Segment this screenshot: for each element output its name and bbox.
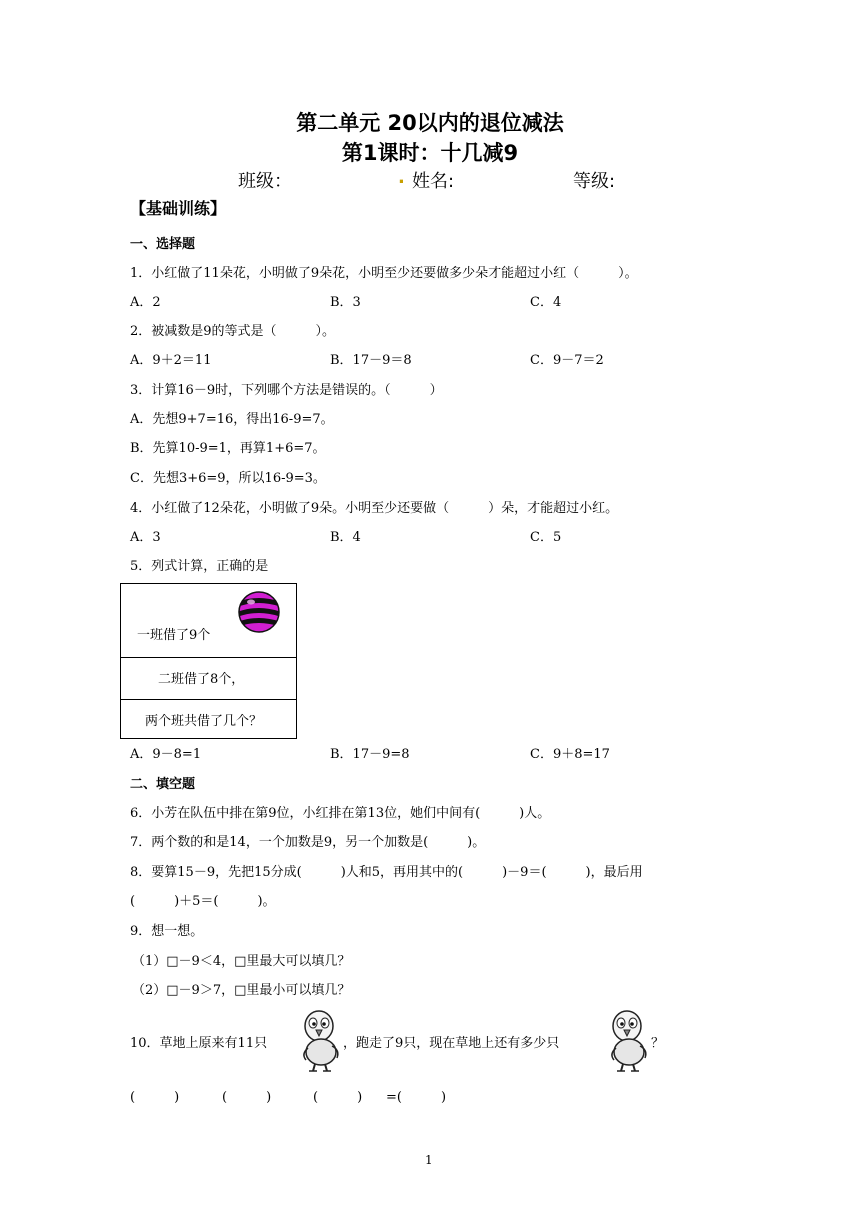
q10-blank-4: =( )	[386, 1090, 447, 1105]
q5-option-c: C．9＋8=17	[530, 747, 610, 762]
q3-option-c: C．先想3+6=9，所以16-9=3。	[130, 471, 326, 486]
q10-blank-3: ( )	[313, 1090, 363, 1105]
part1-heading: 一、选择题	[130, 237, 196, 252]
q2-option-a: A．9＋2＝11	[130, 353, 212, 368]
q1-option-c: C．4	[530, 295, 562, 310]
q3-option-a: A．先想9+7=16，得出16-9=7。	[130, 412, 334, 427]
grade-label: 等级:	[573, 171, 616, 192]
question-10-part-2: ，跑走了9只，现在草地上还有多少只	[343, 1036, 560, 1051]
q5-box-text-1: 一班借了9个	[137, 628, 211, 643]
q2-option-b: B．17－9＝8	[330, 353, 412, 368]
question-10-part-1: 10．草地上原来有11只	[130, 1036, 268, 1051]
q1-option-b: B．3	[330, 295, 361, 310]
q4-option-c: C．5	[530, 530, 562, 545]
q5-box-row-1	[121, 584, 296, 658]
question-1: 1．小红做了11朵花，小明做了9朵花，小明至少还要做多少朵才能超过小红（ ）。	[130, 266, 638, 281]
question-9-2: （2）□－9＞7，□里最小可以填几？	[132, 983, 351, 998]
q4-option-a: A．3	[130, 530, 161, 545]
q5-box-text-2: 二班借了8个，	[158, 672, 245, 687]
q5-box-row-2	[121, 658, 296, 700]
question-10-part-3: ？	[651, 1036, 665, 1051]
bird-icon	[297, 1004, 343, 1074]
question-9: 9．想一想。	[130, 924, 204, 939]
question-2: 2．被减数是9的等式是（ ）。	[130, 324, 336, 339]
q10-blank-1: ( )	[130, 1090, 180, 1105]
name-label: 姓名:	[412, 171, 455, 192]
q5-box-text-3: 两个班共借了几个？	[145, 714, 263, 729]
q2-option-c: C．9－7＝2	[530, 353, 604, 368]
q5-option-a: A．9－8=1	[130, 747, 202, 762]
q3-option-b: B．先算10-9=1，再算1+6=7。	[130, 441, 326, 456]
question-4: 4．小红做了12朵花，小明做了9朵。小明至少还要做（ ）朵，才能超过小红。	[130, 501, 619, 516]
dot-mark: .	[398, 167, 405, 188]
question-6: 6．小芳在队伍中排在第9位，小红排在第13位，她们中间有( )人。	[130, 806, 551, 821]
section-heading: 【基础训练】	[130, 199, 227, 218]
question-3: 3．计算16－9时，下列哪个方法是错误的。（ ）	[130, 383, 443, 398]
class-label: 班级：	[238, 171, 292, 192]
lesson-title: 第1课时：十几减9	[341, 141, 519, 165]
question-9-1: （1）□－9＜4，□里最大可以填几？	[132, 954, 351, 969]
question-8-line-1: 8．要算15－9，先把15分成( )人和5，再用其中的( )－9＝( )，最后用	[130, 865, 643, 880]
q5-option-b: B．17－9=8	[330, 747, 410, 762]
page-number: 1	[425, 1153, 433, 1167]
part2-heading: 二、填空题	[130, 777, 196, 792]
question-7: 7．两个数的和是14，一个加数是9，另一个加数是( )。	[130, 835, 486, 850]
bird-icon	[605, 1004, 651, 1074]
q4-option-b: B．4	[330, 530, 361, 545]
question-5: 5．列式计算，正确的是	[130, 559, 269, 574]
q5-box-row-3	[121, 700, 296, 739]
q10-blank-2: ( )	[222, 1090, 272, 1105]
q5-info-box	[120, 583, 297, 739]
q1-option-a: A．2	[130, 295, 161, 310]
ball-icon	[237, 590, 281, 634]
question-8-line-2: ( )＋5＝( )。	[130, 894, 276, 909]
worksheet-title: 第二单元 20以内的退位减法	[296, 111, 564, 135]
